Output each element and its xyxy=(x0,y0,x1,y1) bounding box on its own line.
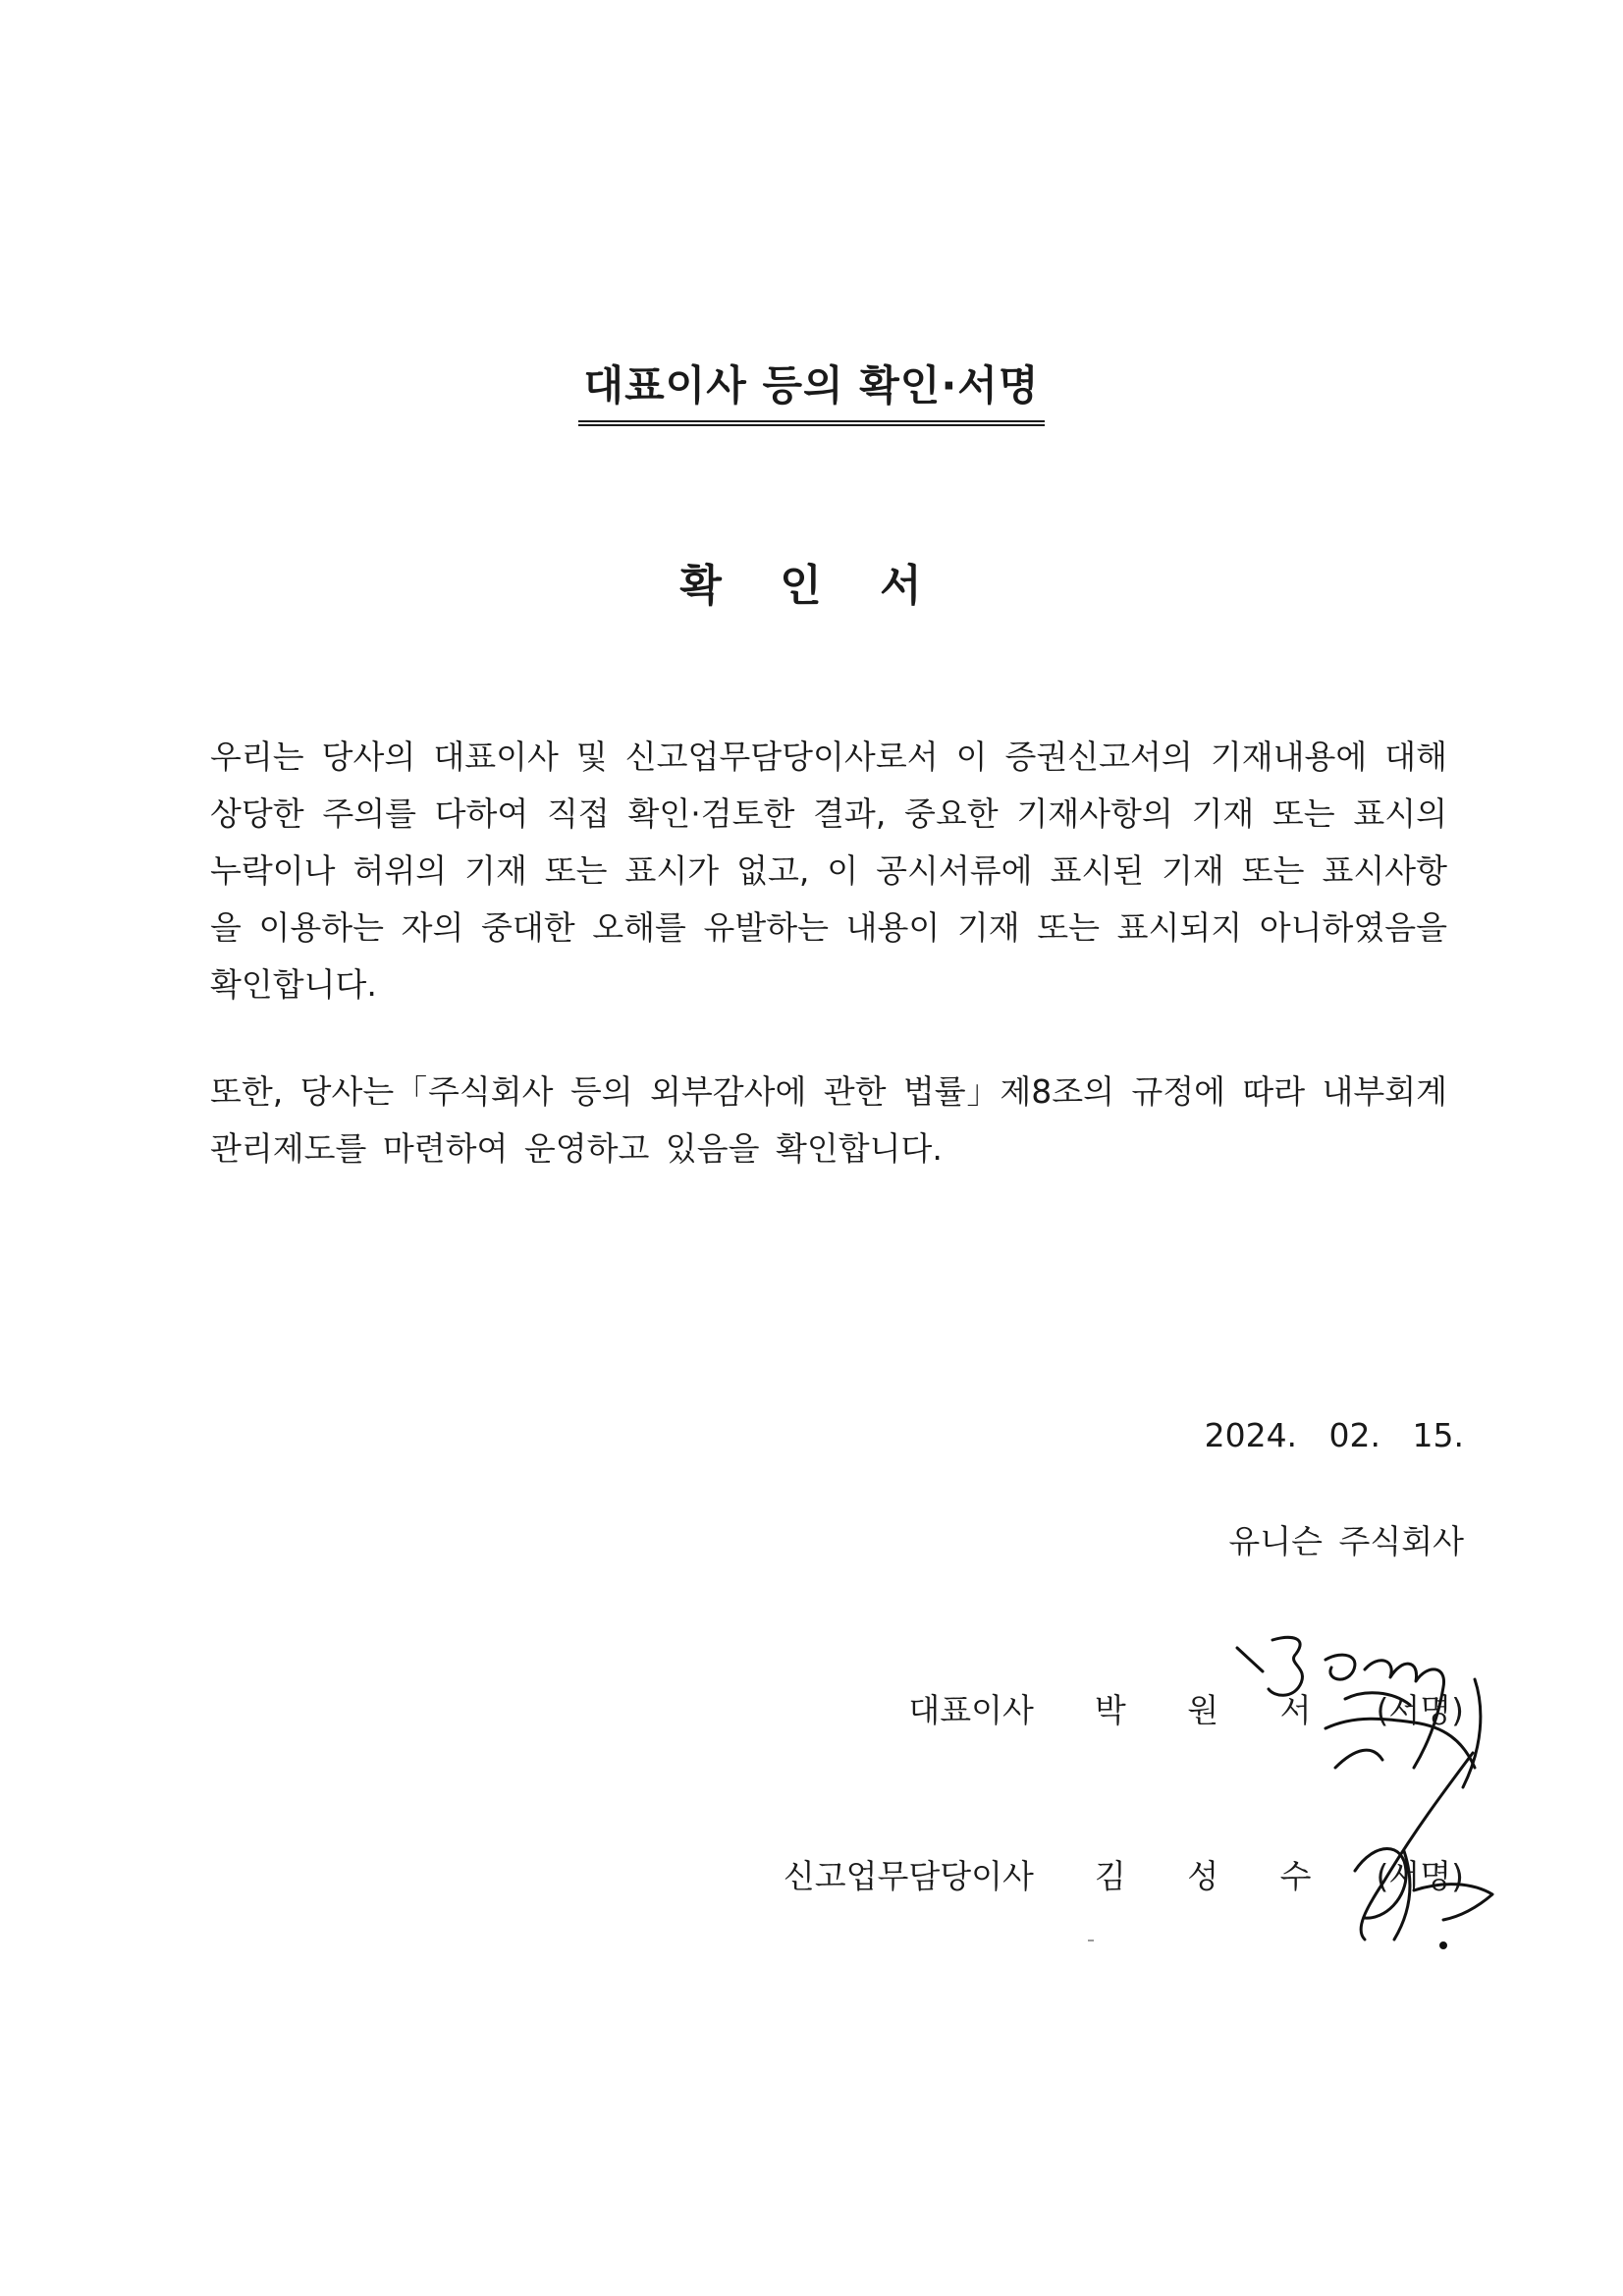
signatory-name: 김 성 수 xyxy=(1094,1857,1337,1895)
document-title xyxy=(0,354,1623,426)
company-name: 유니슨 주식회사 xyxy=(1228,1522,1464,1560)
signatory-row-ceo xyxy=(908,1685,1464,1731)
scan-speck xyxy=(1088,1940,1094,1941)
signatory-role: 대표이사 xyxy=(908,1691,1034,1729)
document-title-text: 대표이사 등의 확인·서명 xyxy=(578,354,1046,426)
body-paragraph-confirmation: 우리는 당사의 대표이사 및 신고업무담당이사로서 이 증권신고서의 기재내용에 대해 상당한 주의를 다하여 직접 확인·검토한 결과, 중요한 기재사항의 기재 또는 표시의 누락이나 허위의 기재 또는 표시가 없고, 이 공시서류에 표시된 기재 또는 표시사항을 이용하는 자의 중대한 오해를 유발하는 내용이 기재 또는 표시되지 아니하였음을 확인합니다. xyxy=(210,738,1447,1004)
signature-label: (서명) xyxy=(1376,1691,1464,1729)
document-subtitle: 확 인 서 xyxy=(679,561,944,611)
signatory-row-disclosure-officer xyxy=(784,1851,1464,1897)
signatory-role: 신고업무담당이사 xyxy=(783,1857,1034,1895)
signatory-name: 박 원 서 xyxy=(1094,1691,1337,1729)
signature-label: (서명) xyxy=(1376,1857,1464,1895)
body-paragraph-internal-control: 또한, 당사는「주식회사 등의 외부감사에 관한 법률」제8조의 규정에 따라 내부회계관리제도를 마련하여 운영하고 있음을 확인합니다. xyxy=(210,1072,1447,1168)
document-date: 2024. 02. 15. xyxy=(1204,1416,1464,1454)
